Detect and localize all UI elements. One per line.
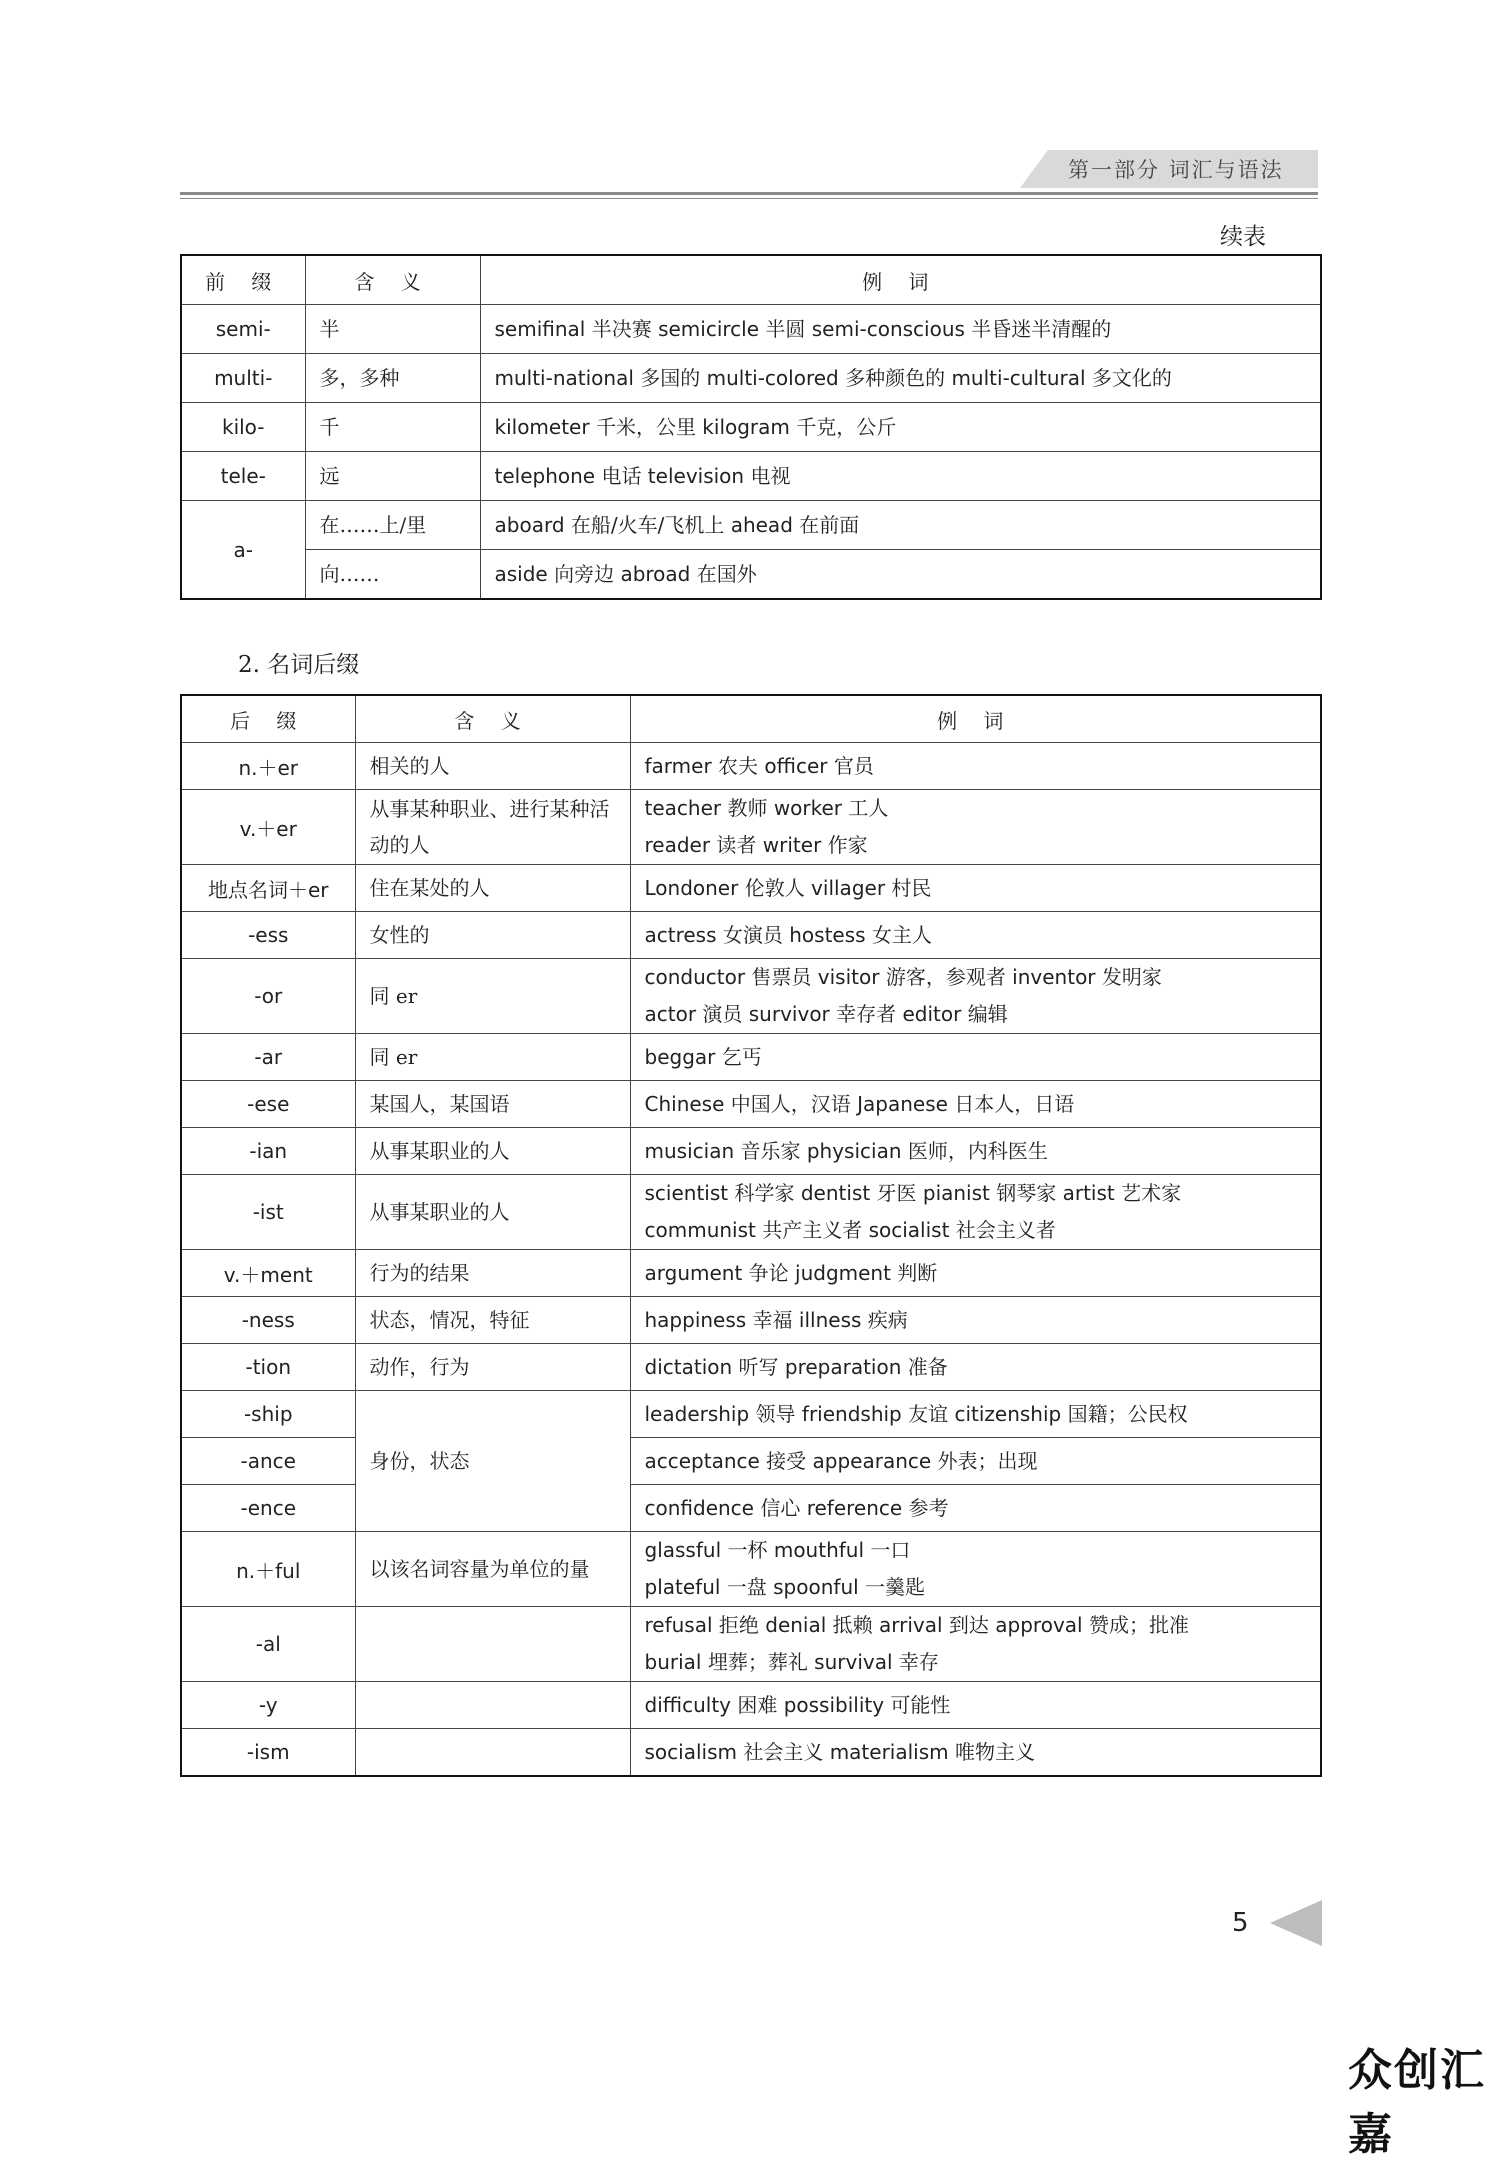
table-row [181, 959, 1321, 1034]
col-header-examples: 例 词 [480, 255, 1321, 305]
example-line: communist 共产主义者 socialist 社会主义者 [644, 1218, 1056, 1242]
table-row [181, 1532, 1321, 1607]
watermark: 众创汇嘉 [1348, 2045, 1486, 2160]
example-line: musician 音乐家 physician 医师，内科医生 [644, 1138, 1048, 1163]
table-row [181, 1485, 1321, 1532]
page-arrow-icon [1270, 1900, 1322, 1946]
meaning-cell: 在……上/里 [305, 501, 480, 550]
example-line: argument 争论 judgment 判断 [644, 1260, 938, 1285]
examples-cell [630, 1682, 1321, 1729]
suffix-cell: 地点名词＋er [181, 865, 355, 912]
examples-cell [630, 1175, 1321, 1250]
continued-label: 续表 [1220, 224, 1266, 250]
table-row [181, 1175, 1321, 1250]
meaning-cell: 状态，情况，特征 [355, 1297, 630, 1344]
table-row [181, 865, 1321, 912]
example-line: actress 女演员 hostess 女主人 [644, 922, 932, 947]
prefix-cell: a- [181, 501, 305, 600]
examples-cell [630, 1391, 1321, 1438]
example-line: burial 埋葬；葬礼 survival 幸存 [644, 1650, 939, 1674]
examples-cell [630, 1344, 1321, 1391]
meaning-cell [355, 1607, 630, 1682]
meaning-cell: 半 [305, 305, 480, 354]
prefix-cell: semi- [181, 305, 305, 354]
example-line: difficulty 困难 possibility 可能性 [644, 1692, 951, 1717]
suffix-cell: -al [181, 1607, 355, 1682]
example-line: actor 演员 survivor 幸存者 editor 编辑 [644, 1002, 1008, 1026]
meaning-cell: 从事某职业的人 [355, 1128, 630, 1175]
page-number: 5 [1232, 1908, 1249, 1938]
meaning-cell: 某国人，某国语 [355, 1081, 630, 1128]
meaning-cell: 多，多种 [305, 354, 480, 403]
table-row [181, 743, 1321, 790]
examples-cell [630, 790, 1321, 865]
table-row [181, 1128, 1321, 1175]
examples-cell: multi-national 多国的 multi-colored 多种颜色的 multi-cultural 多文化的 [480, 354, 1321, 403]
example-line: glassful 一杯 mouthful 一口 [644, 1538, 911, 1562]
prefix-cell: tele- [181, 452, 305, 501]
suffix-cell: -ese [181, 1081, 355, 1128]
meaning-cell: 以该名词容量为单位的量 [355, 1532, 630, 1607]
example-line: confidence 信心 reference 参考 [644, 1495, 949, 1520]
table-row [181, 501, 1321, 550]
examples-cell [630, 1297, 1321, 1344]
examples-cell: kilometer 千米，公里 kilogram 千克，公斤 [480, 403, 1321, 452]
meaning-cell: 动作，行为 [355, 1344, 630, 1391]
suffix-cell: v.＋ment [181, 1250, 355, 1297]
meaning-cell: 从事某种职业、进行某种活动的人 [355, 790, 630, 865]
table-row [181, 790, 1321, 865]
prefix-cell: kilo- [181, 403, 305, 452]
examples-cell: telephone 电话 television 电视 [480, 452, 1321, 501]
suffix-cell: n.＋er [181, 743, 355, 790]
examples-cell: aside 向旁边 abroad 在国外 [480, 550, 1321, 600]
example-line: dictation 听写 preparation 准备 [644, 1354, 948, 1379]
suffix-table [180, 694, 1322, 1777]
suffix-cell: -ance [181, 1438, 355, 1485]
meaning-cell: 远 [305, 452, 480, 501]
suffix-cell: -ess [181, 912, 355, 959]
section-title: 2. 名词后缀 [238, 652, 360, 678]
col-header-prefix: 前 缀 [181, 255, 305, 305]
example-line: leadership 领导 friendship 友谊 citizenship 国籍；公民权 [644, 1401, 1188, 1426]
meaning-cell: 千 [305, 403, 480, 452]
meaning-cell: 身份，状态 [355, 1391, 630, 1532]
examples-cell [630, 912, 1321, 959]
examples-cell: semifinal 半决赛 semicircle 半圆 semi-conscious 半昏迷半清醒的 [480, 305, 1321, 354]
meaning-cell: 女性的 [355, 912, 630, 959]
suffix-cell: -ist [181, 1175, 355, 1250]
example-line: acceptance 接受 appearance 外表；出现 [644, 1448, 1038, 1473]
examples-cell [630, 1250, 1321, 1297]
suffix-cell: -y [181, 1682, 355, 1729]
header-rule-thin [180, 198, 1318, 199]
table-row [181, 1682, 1321, 1729]
meaning-cell: 相关的人 [355, 743, 630, 790]
table-row [181, 452, 1321, 501]
table-row [181, 1438, 1321, 1485]
examples-cell [630, 1607, 1321, 1682]
table-row [181, 305, 1321, 354]
col-header-examples: 例 词 [630, 695, 1321, 743]
col-header-meaning: 含 义 [305, 255, 480, 305]
table-row [181, 354, 1321, 403]
suffix-cell: -tion [181, 1344, 355, 1391]
suffix-cell: v.＋er [181, 790, 355, 865]
example-line: socialism 社会主义 materialism 唯物主义 [644, 1739, 1035, 1764]
table-header-row [181, 695, 1321, 743]
examples-cell [630, 1081, 1321, 1128]
meaning-cell: 住在某处的人 [355, 865, 630, 912]
suffix-cell: -or [181, 959, 355, 1034]
example-line: farmer 农夫 officer 官员 [644, 753, 874, 778]
table-row [181, 1344, 1321, 1391]
table-header-row [181, 255, 1321, 305]
examples-cell [630, 1438, 1321, 1485]
meaning-cell: 从事某职业的人 [355, 1175, 630, 1250]
meaning-cell: 行为的结果 [355, 1250, 630, 1297]
examples-cell: aboard 在船/火车/飞机上 ahead 在前面 [480, 501, 1321, 550]
suffix-cell: -ar [181, 1034, 355, 1081]
example-line: happiness 幸福 illness 疾病 [644, 1307, 908, 1332]
examples-cell [630, 1729, 1321, 1777]
example-line: plateful 一盘 spoonful 一羹匙 [644, 1575, 926, 1599]
example-line: Chinese 中国人，汉语 Japanese 日本人，日语 [644, 1091, 1075, 1116]
suffix-cell: -ship [181, 1391, 355, 1438]
header-rule [180, 192, 1318, 195]
meaning-cell: 同 er [355, 959, 630, 1034]
table-row [181, 550, 1321, 600]
example-line: refusal 拒绝 denial 抵赖 arrival 到达 approval 赞成；批准 [644, 1613, 1189, 1637]
example-line: reader 读者 writer 作家 [644, 833, 868, 857]
suffix-cell: -ness [181, 1297, 355, 1344]
meaning-cell: 同 er [355, 1034, 630, 1081]
example-line: teacher 教师 worker 工人 [644, 796, 889, 820]
examples-cell [630, 1128, 1321, 1175]
suffix-cell: -ence [181, 1485, 355, 1532]
examples-cell [630, 865, 1321, 912]
suffix-cell: -ian [181, 1128, 355, 1175]
table-row [181, 1034, 1321, 1081]
meaning-cell [355, 1729, 630, 1777]
col-header-meaning: 含 义 [355, 695, 630, 743]
table-row [181, 1250, 1321, 1297]
table-row [181, 1607, 1321, 1682]
example-line: scientist 科学家 dentist 牙医 pianist 钢琴家 artist 艺术家 [644, 1181, 1182, 1205]
section-header: 第一部分 词汇与语法 [1068, 158, 1284, 182]
examples-cell [630, 743, 1321, 790]
examples-cell [630, 1485, 1321, 1532]
suffix-cell: n.＋ful [181, 1532, 355, 1607]
examples-cell [630, 959, 1321, 1034]
example-line: Londoner 伦敦人 villager 村民 [644, 875, 932, 900]
suffix-cell: -ism [181, 1729, 355, 1777]
col-header-suffix: 后 缀 [181, 695, 355, 743]
table-row [181, 1297, 1321, 1344]
example-line: conductor 售票员 visitor 游客，参观者 inventor 发明家 [644, 965, 1162, 989]
table-row [181, 1391, 1321, 1438]
meaning-cell [355, 1682, 630, 1729]
prefix-cell: multi- [181, 354, 305, 403]
table-row [181, 403, 1321, 452]
table-row [181, 1729, 1321, 1777]
table-row [181, 1081, 1321, 1128]
table-row [181, 912, 1321, 959]
examples-cell [630, 1034, 1321, 1081]
meaning-cell: 向…… [305, 550, 480, 600]
example-line: beggar 乞丐 [644, 1044, 762, 1069]
prefix-table [180, 254, 1322, 600]
examples-cell [630, 1532, 1321, 1607]
